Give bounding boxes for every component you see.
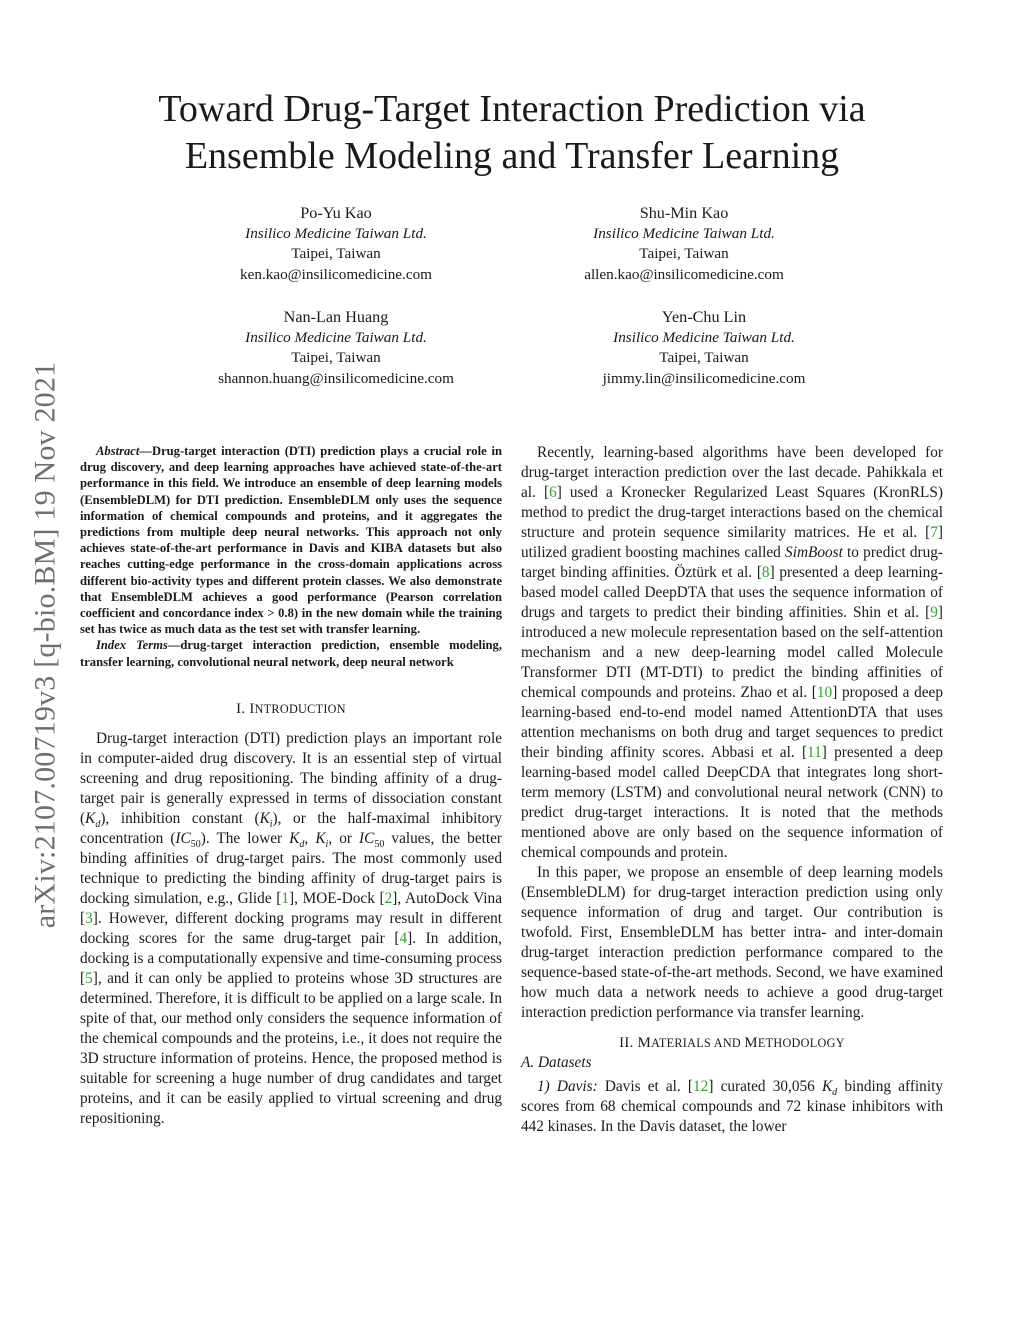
author-location: Taipei, Taiwan [291,245,381,263]
right-column [521,443,943,1137]
author-affiliation: Insilico Medicine Taiwan Ltd. [593,224,775,242]
abstract-paragraph [80,443,502,637]
citation-link[interactable]: 12 [693,1078,709,1095]
author-name: Po-Yu Kao [300,204,372,222]
author-name: Shu-Min Kao [639,204,729,222]
abstract-label: Abstract [96,444,140,458]
author-block-2 [519,203,849,285]
author-email: shannon.huang@insilicomedicine.com [218,369,454,387]
abstract [80,443,502,670]
index-terms-label: Index Terms [96,638,168,653]
citation-link[interactable]: 8 [761,564,770,581]
citation-link[interactable]: 3 [85,909,93,927]
abstract-text: —Drug-target interaction (DTI) prediction plays a crucial role in drug discovery, and deep learning approaches have achieved state-of-the-art performance in this field. We introduce an ensemble of deep learning models (EnsembleDLM) for DTI prediction. EnsembleDLM only uses the sequence information of chemical compounds and proteins, and it aggregates the predictions from multiple deep neural networks. This approach not only achieves state-of-the-art performance in Davis and KIBA datasets but also reaches cutting-edge performance in the cross-domain applications across different bio-activity types and different protein classes. We also demonstrate that EnsembleDLM achieves a good performance (Pearson correlation coefficient and concordance index > 0.8) in the new domain while the training set has twice as much data as the test set with transfer learning. [80,444,502,637]
left-column [80,443,502,1129]
arxiv-identifier: arXiv:2107.00719v3 [q-bio.BM] 19 Nov 2021 [28,361,61,929]
arxiv-sidebar-stamp [20,325,70,965]
citation-link[interactable]: 1 [281,889,290,907]
author-email: allen.kao@insilicomedicine.com [584,265,784,283]
citation-link[interactable]: 2 [384,889,393,907]
citation-link[interactable]: 5 [85,969,93,987]
section-heading-introduction: I. INTRODUCTION [236,700,346,717]
title-line-1: Toward Drug-Target Interaction Prediction via [158,88,866,130]
citation-link[interactable]: 7 [930,524,938,541]
section-heading-methods: II. MATERIALS AND METHODOLOGY [619,1035,845,1051]
author-location: Taipei, Taiwan [291,349,381,367]
author-email: ken.kao@insilicomedicine.com [240,265,432,283]
contribution-paragraph: In this paper, we propose an ensemble of deep learning models (EnsembleDLM) for drug-target interaction prediction using only sequence information of drug and target. Our contribution is twofold. First, EnsembleDLM has better intra- and inter-domain drug-target interaction prediction performance compared to the sequence-based state-of-the-art methods. Second, we have examined how much data a network needs to achieve a good drug-target interaction prediction performance via transfer learning. [521,864,943,1021]
author-affiliation: Insilico Medicine Taiwan Ltd. [245,224,427,242]
author-name: Nan-Lan Huang [283,308,389,326]
citation-link[interactable]: 11 [807,744,822,761]
author-affiliation: Insilico Medicine Taiwan Ltd. [613,328,795,346]
paper-title [80,86,944,180]
index-terms [80,637,502,669]
related-work-paragraph: Recently, learning-based algorithms have been developed for drug-target interaction prediction over the last decade. Pahikkala et al. [6] used a Kronecker Regularized Least Squares (KronRLS) method to predict the drug-target interactions based on the chemical structure and protein sequence similarity matrices. He et al. [7] utilized gradient boosting machines called SimBoost to predict drug-target binding affinities. Öztürk et al. [8] presented a deep learning-based model called DeepDTA that uses the sequence information of drugs and targets to predict their binding affinities. Shin et al. [9] introduced a new molecule representation based on the self-attention mechanism and a new deep-learning model called Molecule Transformer DTI (MT-DTI) to predict the binding affinities of chemical compounds and proteins. Zhao et al. [10] proposed a deep learning-based end-to-end model named AttentionDTA that uses attention mechanisms on both drug and target sequences to predict their binding affinity scores. Abbasi et al. [11] presented a deep learning-based model called DeepCDA that integrates long short-term memory (LSTM) and convolutional neural network (CNN) to predict drug-target interactions. It is noted that the methods mentioned above are only based on the sequence information of chemical compounds and protein. [521,444,943,861]
index-terms-text: —drug-target interaction prediction, ensemble modeling, transfer learning, convolutional neural network, deep neural network [80,638,502,669]
author-location: Taipei, Taiwan [659,349,749,367]
author-affiliation: Insilico Medicine Taiwan Ltd. [245,328,427,346]
davis-label: 1) Davis: [537,1078,598,1095]
citation-link[interactable]: 9 [930,604,938,621]
davis-paragraph: 1) Davis: Davis et al. [12] curated 30,056 $K_d$ binding affinity scores from 68 chemical compounds and 72 kinase inhibitors with 442 kinases. In the Davis dataset, the lower [521,1078,943,1135]
author-block-3 [171,307,501,389]
citation-link[interactable]: 6 [549,484,557,501]
citation-link[interactable]: 4 [399,929,408,947]
citation-link[interactable]: 10 [816,684,833,701]
author-block-4 [539,307,869,389]
author-name: Yen-Chu Lin [661,308,747,326]
intro-paragraph: Drug-target interaction (DTI) prediction plays an important role in computer-aided drug discovery. It is an essential step of virtual screening and drug repositioning. The binding affinity of a drug-target pair is generally expressed in terms of dissociation constant $(K_d)$, inhibition constant $(K_i)$, or the half-maximal inhibitory concentration $(IC_{50})$. The lower $K_d$, $K_i$, or $IC_{50}$ values, the better binding affinities of drug-target pairs. The most commonly used technique to predicting the binding affinity of drug-target pairs is docking simulation, e.g., Glide [1], MOE-Dock [2], AutoDock Vina [3]. However, different docking programs may result in different docking scores for the same drug-target pair [4]. In addition, docking is a computationally expensive and time-consuming process [5], and it can only be applied to proteins whose 3D structures are determined. Therefore, it is difficult to be applied on a large scale. In spite of that, our method only considers the sequence information of the chemical compounds and the proteins, i.e., it does not require the 3D structure information of proteins. Hence, the proposed method is suitable for screening a huge number of drug candidates and target proteins, and it can be easily applied to virtual screening and drug repositioning. [80,729,502,1127]
author-location: Taipei, Taiwan [639,245,729,263]
subsection-heading-datasets: A. Datasets [521,1054,592,1071]
author-block-1 [171,203,501,285]
title-line-2: Ensemble Modeling and Transfer Learning [184,135,840,177]
author-email: jimmy.lin@insilicomedicine.com [602,369,806,387]
